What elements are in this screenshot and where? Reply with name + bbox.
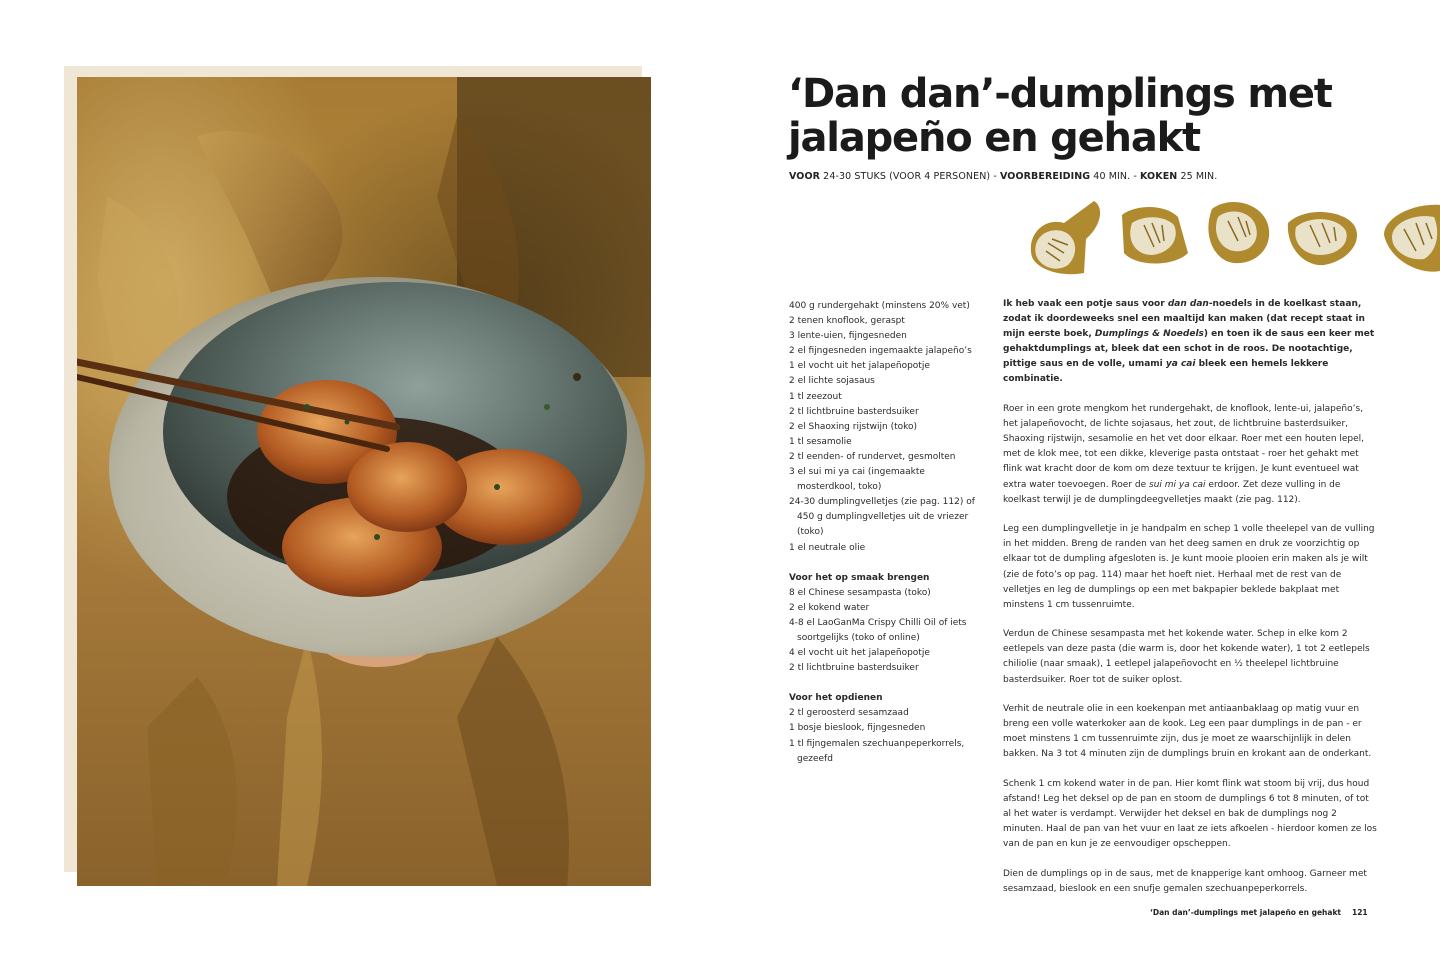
ingredient-line: 2 el Shaoxing rijstwijn (toko)	[789, 421, 918, 432]
intro-paragraph	[1003, 297, 1377, 388]
dumpling-bowl-photo	[77, 77, 651, 886]
dumpling-illustrations	[1024, 195, 1440, 280]
ingredient-list	[789, 299, 984, 767]
dumpling-illustration	[1208, 202, 1269, 263]
book-title: Dumplings & Noedels	[1094, 329, 1204, 340]
recipe-meta	[789, 171, 1409, 182]
method-step-6: Dien de dumplings op in de saus, met de knapperige kant omhoog. Garneer met sesamzaad, bieslook en een snufje gemalen szechuanpeperkorrels.	[1003, 869, 1367, 895]
ingredient-line: 2 tl lichtbruine basterdsuiker	[789, 663, 919, 674]
intro-emphasis: dan dan	[1167, 299, 1209, 309]
dumpling-illustration	[1288, 212, 1357, 265]
ingredient-line: 1 el neutrale olie	[789, 542, 866, 553]
ingredient-line: 1 el vocht uit het jalapeñopotje	[789, 361, 930, 372]
prep-time-value: 40 MIN. -	[1090, 171, 1141, 182]
page-number: 121	[1352, 908, 1368, 917]
intro-emphasis: ya cai	[1165, 359, 1196, 370]
method-text	[1003, 297, 1377, 912]
ingredient-line: 2 tenen knoflook, geraspt	[789, 316, 905, 327]
recipe-title: ‘Dan dan’-dumplings met jalapeño en gehakt	[788, 71, 1332, 161]
intro-text: Ik heb vaak een potje saus voor	[1003, 299, 1168, 309]
ingredient-line: 2 tl eenden- of rundervet, gesmolten	[789, 451, 956, 462]
ingredient-line: 400 g rundergehakt (minstens 20% vet)	[789, 301, 970, 311]
ingredient-line: 4 el vocht uit het jalapeñopotje	[789, 648, 930, 659]
step-text: erdoor. Zet deze vulling in de koelkast terwijl je de dumplingdeegvelletjes maakt (zie pag. 112).	[1003, 479, 1341, 505]
dumpling-illustration	[1031, 201, 1100, 274]
ingredient-line: 3 el sui mi ya cai (ingemaakte mosterdkool, toko)	[789, 467, 925, 493]
ingredient-line: 1 tl zeezout	[789, 391, 842, 402]
ingredient-line: 24-30 dumplingvelletjes (zie pag. 112) of 450 g dumplingvelletjes uit de vriezer (toko)	[789, 497, 975, 538]
ingredient-line: 4-8 el LaoGanMa Crispy Chilli Oil of iets soortgelijks (toko of online)	[789, 617, 967, 643]
ingredient-line: 2 tl geroosterd sesamzaad	[789, 708, 909, 719]
intro-text: -noedels in de koelkast staan, zodat ik doordeweeks snel een maaltijd kan maken (dat recept staat in mijn eerste boek,	[1003, 299, 1365, 340]
cook-time-label: KOKEN	[1140, 171, 1178, 182]
ingredient-line: 3 lente-uien, fijngesneden	[789, 331, 907, 342]
cook-time-value: 25 MIN.	[1177, 171, 1218, 182]
step-emphasis: sui mi ya cai	[1149, 479, 1206, 490]
method-step-5: Schenk 1 cm kokend water in de pan. Hier komt flink wat stoom bij vrij, dus houd afstand! Leg het deksel op de pan en stoom de dumplings 6 tot 8 minuten, of tot al het water is verdampt. Verwijder het deksel en bak de dumplings nog 2 minuten. Haal de pan van het vuur en laat ze iets afkoelen - hierdoor komen ze los van de pan en kun je ze eenvoudiger opscheppen.	[1003, 779, 1377, 850]
method-step-4: Verhit de neutrale olie in een koekenpan met antiaanbaklaag op matig vuur en breng een volle waterkoker aan de kook. Leg een paar dumplings in de pan - er moet minstens 1 cm tussenruimte zijn, dus je moet ze waarschijnlijk in delen bakken. Na 3 tot 4 minuten zijn de dumplings bruin en krokant aan de onderkant.	[1003, 704, 1372, 760]
main-ingredients	[789, 299, 984, 556]
sauce-heading: Voor het op smaak brengen	[789, 572, 930, 583]
dumpling-illustration	[1384, 205, 1440, 272]
ingredient-line: 2 el kokend water	[789, 602, 870, 613]
ingredient-line: 8 el Chinese sesampasta (toko)	[789, 587, 931, 598]
dumpling-illustration	[1122, 207, 1188, 264]
ingredient-line: 1 bosje bieslook, fijngesneden	[789, 723, 926, 734]
serve-heading: Voor het opdienen	[789, 693, 883, 704]
prep-time-label: VOORBEREIDING	[999, 171, 1091, 182]
method-step-3: Verdun de Chinese sesampasta met het kokende water. Schep in elke kom 2 eetlepels van deze pasta (die warm is, door het kokende water), 1 tot 2 eetlepels chiliolie (naar smaak), 1 eetlepel jalapeñovocht en ½ theelepel lichtbruine basterdsuiker. Roer tot de suiker oplost.	[1003, 629, 1370, 685]
step-text: Roer in een grote mengkom het rundergehakt, de knoflook, lente-ui, jalapeño’s, het jalapeñovocht, de lichte sojasaus, het zout, de lichtbruine basterdsuiker, Shaoxing rijstwijn, sesamolie en het vet door elkaar. Roer met een houten lepel, met de klok mee, tot een dikke, kleverige pasta ontstaat - roer het gehakt met flink wat kracht door de kom om deze textuur te krijgen. Je kunt eventueel wat extra water toevoegen. Roer de	[1003, 404, 1365, 490]
servings-value: 24-30 STUKS (VOOR 4 PERSONEN) -	[820, 171, 1000, 182]
intro-text: bleek een hemels lekkere combinatie.	[1003, 359, 1329, 385]
sauce-ingredients	[789, 571, 984, 677]
ingredient-line: 2 el lichte sojasaus	[789, 376, 875, 387]
method-step-2: Leg een dumplingvelletje in je handpalm en schep 1 volle theelepel van de vulling in het midden. Breng de randen van het deeg samen en druk ze voorzichtig op elkaar tot de dumpling afgesloten is. Je kunt mooie plooien erin maken als je wilt (zie de foto’s op pag. 114) maar het hoeft niet. Herhaal met de rest van de velletjes en leg de dumplings op een met bakpapier beklede bakplaat met minstens 1 cm tussenruimte.	[1003, 524, 1375, 610]
ingredient-line: 1 tl fijngemalen szechuanpeperkorrels, gezeefd	[789, 738, 965, 764]
running-footer-title: ‘Dan dan’-dumplings met jalapeño en gehakt	[1150, 908, 1342, 917]
photo-illustration	[77, 77, 651, 886]
method-step-1	[1003, 402, 1377, 508]
ingredient-line: 1 tl sesamolie	[789, 436, 852, 447]
ingredient-line: 2 tl lichtbruine basterdsuiker	[789, 406, 919, 417]
ingredient-line: 2 el fijngesneden ingemaakte jalapeño’s	[789, 346, 972, 357]
intro-text: ) en toen ik de saus een keer met gehaktdumplings at, bleek dat een schot in de roos. De nootachtige, pittige saus en de volle, umami	[1003, 329, 1375, 370]
servings-label: VOOR	[789, 171, 821, 182]
serving-ingredients	[789, 691, 984, 766]
